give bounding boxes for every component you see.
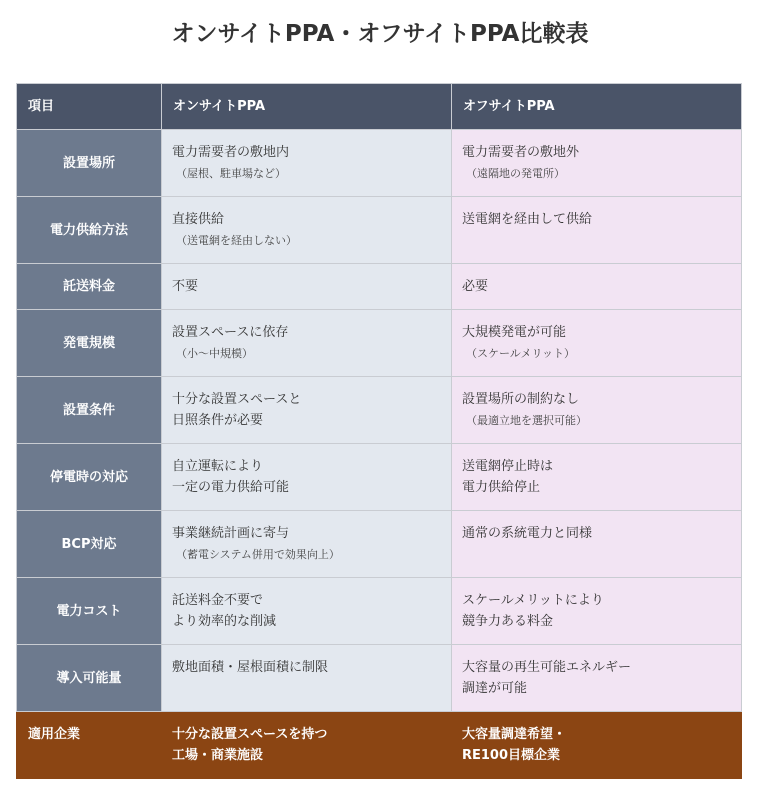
header-item: 項目 [17, 84, 162, 130]
onsite-text: 託送料金不要で [172, 593, 264, 608]
onsite-text: 事業継続計画に寄与 [172, 526, 290, 541]
offsite-text: 必要 [462, 279, 489, 294]
offsite-note: （遠隔地の発電所） [466, 167, 565, 180]
onsite-cell [162, 578, 452, 645]
table-row [17, 645, 742, 712]
onsite-text: 電力需要者の敷地内 [172, 145, 290, 160]
offsite-text: 競争力ある料金 [462, 614, 554, 629]
offsite-note: （スケールメリット） [466, 347, 576, 360]
row-label: 停電時の対応 [17, 444, 162, 511]
table-row [17, 130, 742, 197]
onsite-cell [162, 511, 452, 578]
onsite-cell [162, 310, 452, 377]
table-row [17, 377, 742, 444]
onsite-text: 不要 [172, 279, 199, 294]
row-label: 導入可能量 [17, 645, 162, 712]
onsite-text: 日照条件が必要 [172, 413, 264, 428]
onsite-text: 設置スペースに依存 [172, 325, 289, 340]
header-offsite: オフサイトPPA [452, 84, 742, 130]
offsite-text: 送電網を経由して供給 [462, 212, 593, 227]
onsite-note: （送電網を経由しない） [176, 234, 297, 247]
onsite-text: 自立運転により [172, 459, 264, 474]
footer-offsite-cell [452, 712, 742, 779]
offsite-text: 大規模発電が可能 [462, 325, 567, 340]
row-label: 電力供給方法 [17, 197, 162, 264]
offsite-text: 電力需要者の敷地外 [462, 145, 580, 160]
onsite-note: （屋根、駐車場など） [176, 167, 286, 180]
onsite-cell [162, 444, 452, 511]
offsite-cell [452, 130, 742, 197]
footer-label: 適用企業 [17, 712, 162, 779]
table-row [17, 310, 742, 377]
table-footer [17, 712, 742, 779]
offsite-cell [452, 511, 742, 578]
onsite-note: （小～中規模） [176, 347, 253, 360]
onsite-cell [162, 377, 452, 444]
row-label: 電力コスト [17, 578, 162, 645]
table-row [17, 511, 742, 578]
row-label: 発電規模 [17, 310, 162, 377]
offsite-cell [452, 197, 742, 264]
offsite-text: 送電網停止時は [462, 459, 554, 474]
row-label: 設置場所 [17, 130, 162, 197]
header-row [17, 84, 742, 130]
table-row [17, 197, 742, 264]
onsite-cell [162, 264, 452, 310]
onsite-text: より効率的な削減 [172, 614, 277, 629]
table-row [17, 264, 742, 310]
footer-onsite-cell [162, 712, 452, 779]
onsite-text: 十分な設置スペースと [172, 392, 302, 407]
offsite-text: 電力供給停止 [462, 480, 541, 495]
header-onsite: オンサイトPPA [162, 84, 452, 130]
offsite-cell [452, 578, 742, 645]
offsite-cell [452, 310, 742, 377]
page-title: オンサイトPPA・オフサイトPPA比較表 [171, 21, 589, 47]
table-row [17, 444, 742, 511]
onsite-text: 敷地面積・屋根面積に制限 [172, 660, 329, 675]
onsite-text: 直接供給 [172, 212, 225, 227]
row-label: 設置条件 [17, 377, 162, 444]
footer-onsite-line: 十分な設置スペースを持つ [172, 727, 328, 742]
offsite-text: 大容量の再生可能エネルギー [462, 660, 632, 675]
table-header [17, 84, 742, 130]
footer-row [17, 712, 742, 779]
onsite-cell [162, 130, 452, 197]
table-row [17, 578, 742, 645]
footer-offsite-line: RE100目標企業 [462, 748, 561, 763]
comparison-table-container [16, 83, 742, 779]
offsite-text: 設置場所の制約なし [462, 392, 580, 407]
offsite-cell [452, 377, 742, 444]
comparison-table [16, 83, 742, 779]
row-label: 託送料金 [17, 264, 162, 310]
table-body [17, 130, 742, 712]
offsite-text: スケールメリットにより [462, 593, 604, 608]
offsite-text: 通常の系統電力と同様 [462, 526, 593, 541]
offsite-cell [452, 444, 742, 511]
footer-onsite-line: 工場・商業施設 [172, 748, 264, 763]
onsite-note: （蓄電システム併用で効果向上） [176, 548, 340, 561]
footer-offsite-line: 大容量調達希望・ [462, 727, 567, 742]
onsite-cell [162, 197, 452, 264]
onsite-cell [162, 645, 452, 712]
offsite-text: 調達が可能 [462, 681, 528, 696]
offsite-note: （最適立地を選択可能） [466, 414, 587, 427]
offsite-cell [452, 264, 742, 310]
onsite-text: 一定の電力供給可能 [172, 480, 290, 495]
row-label: BCP対応 [17, 511, 162, 578]
offsite-cell [452, 645, 742, 712]
